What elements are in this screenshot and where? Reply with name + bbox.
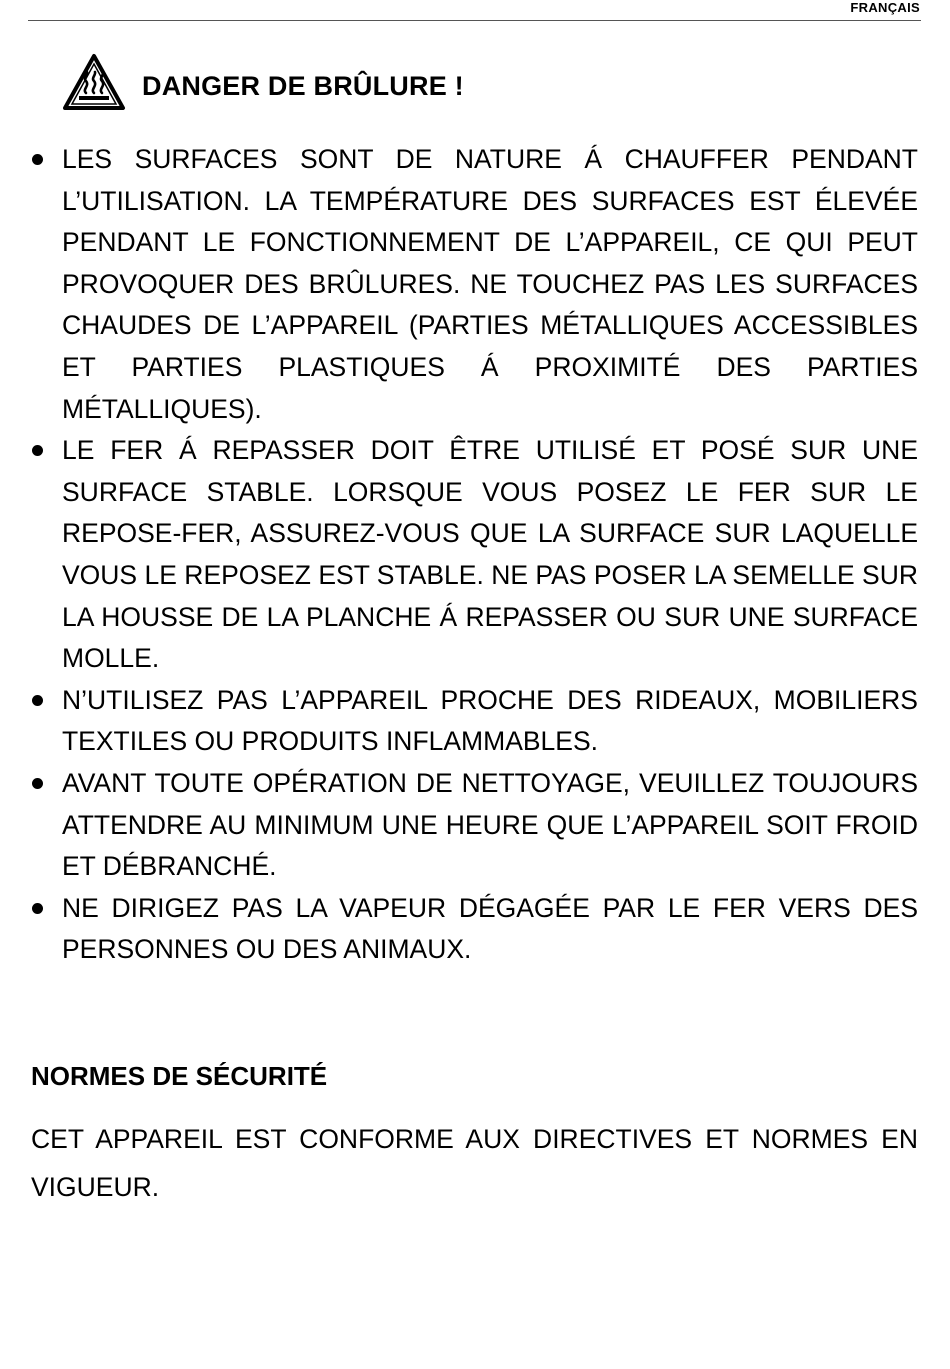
list-item-text: NE DIRIGEZ PAS LA VAPEUR DÉGAGÉE PAR LE FER VERS DES PERSONNES OU DES ANIMAUX.	[62, 892, 918, 965]
danger-heading	[62, 52, 464, 112]
section-title: NORMES DE SÉCURITÉ	[31, 1061, 328, 1091]
bullet-icon	[32, 778, 43, 789]
burn-warning-list	[62, 139, 918, 971]
list-item	[62, 139, 918, 430]
section-body: CET APPAREIL EST CONFORME AUX DIRECTIVES ET NORMES EN VIGUEUR.	[31, 1124, 918, 1202]
header-divider	[28, 20, 921, 21]
list-item-text: N’UTILISEZ PAS L’APPAREIL PROCHE DES RIDEAUX, MOBILIERS TEXTILES OU PRODUITS INFLAMMABLES.	[62, 684, 918, 757]
list-item	[62, 430, 918, 680]
bullet-icon	[32, 695, 43, 706]
list-item	[62, 763, 918, 888]
danger-title: DANGER DE BRÛLURE !	[142, 70, 464, 101]
bullet-icon	[32, 445, 43, 456]
list-item-text: LES SURFACES SONT DE NATURE Á CHAUFFER PENDANT L’UTILISATION. LA TEMPÉRATURE DES SURFACES EST ÉLEVÉE PENDANT LE FONCTIONNEMENT DE L’APPAREIL, CE QUI PEUT PROVOQUER DES BRÛLURES. NE TOUCHEZ PAS LES SURFACES CHAUDES DE L’APPAREIL (PARTIES MÉTALLIQUES ACCESSIBLES ET PARTIES PLASTIQUES Á PROXIMITÉ DES PARTIES MÉTALLIQUES).	[62, 144, 918, 424]
hot-surface-warning-icon	[62, 53, 126, 111]
list-item-text: LE FER Á REPASSER DOIT ÊTRE UTILISÉ ET POSÉ SUR UNE SURFACE STABLE. LORSQUE VOUS POSEZ LE FER SUR LE REPOSE-FER, ASSUREZ-VOUS QUE LA SURFACE SUR LAQUELLE VOUS LE REPOSEZ EST STABLE. NE PAS POSER LA SEMELLE SUR LA HOUSSE DE LA PLANCHE Á REPASSER OU SUR UNE SURFACE MOLLE.	[62, 435, 918, 674]
list-item	[62, 680, 918, 763]
list-item-text: AVANT TOUTE OPÉRATION DE NETTOYAGE, VEUILLEZ TOUJOURS ATTENDRE AU MINIMUM UNE HEURE QUE L’APPAREIL SOIT FROID ET DÉBRANCHÉ.	[62, 767, 918, 882]
language-label: FRANÇAIS	[850, 0, 920, 15]
bullet-icon	[32, 903, 43, 914]
bullet-icon	[32, 154, 43, 165]
list-item	[62, 888, 918, 971]
